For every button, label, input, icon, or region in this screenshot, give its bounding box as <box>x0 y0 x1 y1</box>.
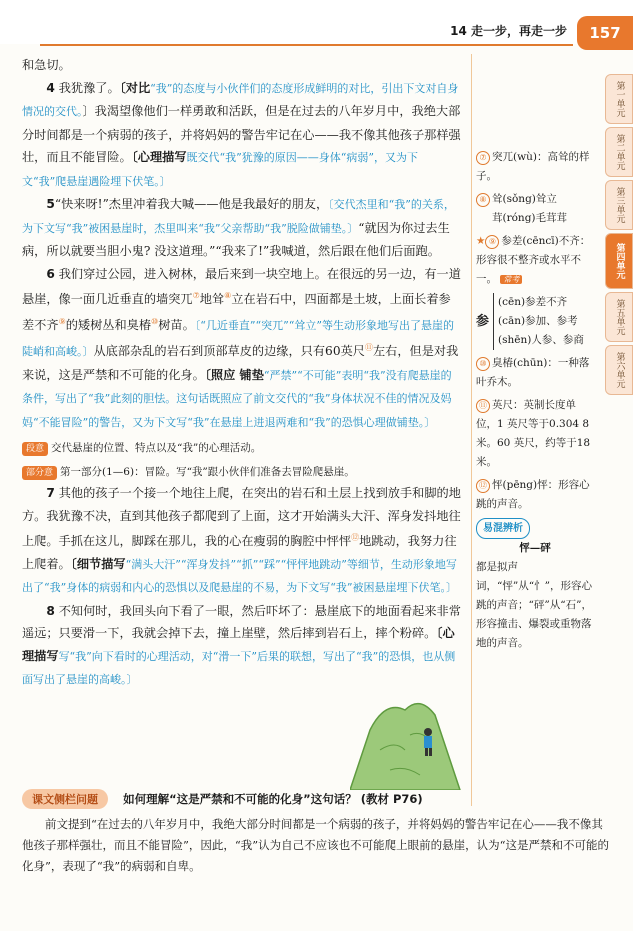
text: 地跳动，我努力往上爬着。 <box>22 534 457 571</box>
para-8 <box>22 600 462 692</box>
tab-unit-5[interactable]: 第五单元 <box>605 292 633 342</box>
para-5 <box>22 193 462 263</box>
summary-badge: 部分意 <box>22 466 57 480</box>
para-number: 6 <box>46 266 55 281</box>
polyphone-list <box>493 293 584 350</box>
exam-badge: 常考 <box>500 275 522 284</box>
note-text: 英尺：英制长度单位，1 英尺等于0.304 8 米。60 英尺，约等于18 米。 <box>476 399 591 468</box>
unit-tabs <box>605 74 633 398</box>
annotation-tag: 〔心理描写 <box>131 150 187 164</box>
page-header <box>0 0 633 44</box>
footnote-marker[interactable]: ⑦ <box>192 291 200 300</box>
para-number: 7 <box>46 486 55 501</box>
note-text: 参差(cēncī)不齐：形容很不整齐或水平不一。 <box>476 235 591 285</box>
annotation-tag: 〔对比 <box>119 80 151 95</box>
part-summary <box>22 462 462 482</box>
note-9 <box>476 232 594 289</box>
note-7 <box>476 148 594 186</box>
side-notes <box>476 148 594 657</box>
main-text <box>22 54 462 692</box>
sidebar-question-bar <box>22 788 622 812</box>
annotation-note: 写“我”向下看时的心理活动，对“滑一下”后果的联想，写出了“我”的恐惧，也从侧面写出了悬崖的高峻。〕 <box>22 649 456 687</box>
tab-unit-4[interactable]: 第四单元 <box>605 233 633 289</box>
note-text: 怦(pēng)怦：形容心跳的声音。 <box>476 479 590 510</box>
footnote-marker[interactable]: ⑧ <box>224 291 232 300</box>
text: 立在岩石中，四面都是土坡，上面长着参差不齐 <box>22 292 451 332</box>
annotation-tag: 〔心理描写 <box>22 626 455 663</box>
footnote-marker[interactable]: ⑫ <box>351 533 360 543</box>
text: “就因为你过去生病，所以就要当胆小鬼? 没这道理。”“我来了!”我喊道，然后跟在他们后面跑。 <box>22 220 450 258</box>
note-12 <box>476 476 594 514</box>
annotation-note: “满头大汗”“浑身发抖”“抓”“踩”“怦怦地跳动”等细节，生动形象地写出了“我”身体的病弱和内心的恐惧以及爬悬崖的不易，为下文写“我”被困悬崖埋下伏笔。〕 <box>22 557 457 595</box>
text: 不知何时，我回头向下看了一眼，然后吓坏了：悬崖底下的地面看起来非常遥远；只要滑一下，我就会掉下去，撞上崖壁，然后摔到岩石上，摔个粉碎。 <box>22 603 461 641</box>
footnote-marker[interactable]: ⑩ <box>151 316 159 326</box>
annotation-note: 〔交代杰里和“我”的关系，为下文写“我”被困悬崖时，杰里叫来“我”父亲帮助“我”脱险做铺垫。〕 <box>22 198 455 235</box>
note-text: 耸(sǒng)耸立 <box>492 193 557 205</box>
confusable-box <box>476 518 594 653</box>
note-10 <box>476 354 594 392</box>
confusable-text: 都是拟声词，“怦”从“忄”，形容心跳的声音；“砰”从“石”，形容撞击、爆裂或重物落地的声音。 <box>476 561 592 649</box>
para-4 <box>22 77 462 194</box>
cliff-illustration <box>350 690 470 790</box>
polyphone-reading: (shēn)人参、参商 <box>498 334 584 346</box>
chapter-title: 14 走一步，再走一步 <box>450 24 567 38</box>
note-text: 突兀(wù)：高耸的样子。 <box>476 151 590 182</box>
para-number: 4 <box>46 80 55 95</box>
para-6 <box>22 263 462 435</box>
summary-text: 交代悬崖的位置、特点以及“我”的心理活动。 <box>51 442 262 455</box>
para-number: 8 <box>46 603 55 618</box>
polyphone-char: 参 <box>476 314 490 329</box>
para-summary <box>22 438 462 458</box>
text: 的矮树丛和臭椿 <box>65 317 152 332</box>
text: 其他的孩子一个接一个地往上爬，在突出的岩石和土层上找到放手和脚的地方。我犹豫不决，直到其他孩子都爬到了上面，这才开始满头大汗、浑身发抖地往上爬。手抓在这儿，脚踩在那儿，我的心在瘦弱的胸腔中怦怦 <box>22 486 461 549</box>
footnote-marker[interactable]: ⑪ <box>364 343 373 353</box>
annotation-note: 〔“几近垂直”“突兀”“耸立”等生动形象地写出了悬崖的陡峭和高峻。〕 <box>22 318 455 359</box>
note-8 <box>476 190 594 228</box>
note-marker: ⑧ <box>476 193 490 207</box>
note-marker: ⑨ <box>485 235 499 249</box>
tab-unit-6[interactable]: 第六单元 <box>605 345 633 395</box>
polyphone-reading: (cēn)参差不齐 <box>498 296 568 308</box>
star-icon: ★ <box>476 235 486 247</box>
text: 左右，但是对我来说，这是严禁和不可能的化身。 <box>22 344 459 382</box>
question-text: 如何理解“这是严禁和不可能的化身”这句话？ (教材 P76) <box>123 792 423 806</box>
tab-unit-2[interactable]: 第二单元 <box>605 127 633 177</box>
text: 〕我渴望像他们一样勇敢和活跃，但是在过去的八年岁月中，我绝大部分时间都是一个病弱的孩子，并将妈妈的警告牢记在心——我不像其他孩子那样强壮，而且不能冒险。 <box>22 104 461 164</box>
column-divider <box>471 54 472 806</box>
summary-badge: 段意 <box>22 442 48 456</box>
note-text: 茸(róng)毛茸茸 <box>492 212 568 224</box>
text: 地耸 <box>199 292 225 307</box>
annotation-tag: 〔细节描写 <box>70 556 126 571</box>
footnote-marker[interactable]: ⑨ <box>58 316 66 326</box>
summary-text: 第一部分(1—6)：冒险。写“我”跟小伙伴们准备去冒险爬悬崖。 <box>60 466 355 479</box>
question-answer: 前文提到“在过去的八年岁月中，我绝大部分时间都是一个病弱的孩子，并将妈妈的警告牢记在心——我不像其他孩子那样强壮，而且不能冒险”，因此，“我”认为自己不应该也不可能爬上眼前的悬崖，认为“这是严禁和不可能的化身”，表现了“我”的病弱和自卑。 <box>22 817 610 873</box>
text: 从底部杂乱的岩石到顶部草皮的边缘，只有60英尺 <box>93 344 365 359</box>
text: 和急切。 <box>22 58 71 72</box>
question-label: 课文侧栏问题 <box>22 789 108 809</box>
note-marker: ⑪ <box>476 399 490 413</box>
polyphone-reading: (cān)参加、参考 <box>498 315 578 327</box>
annotation-tag: 〔照应 铺垫 <box>204 367 264 382</box>
para-0 <box>22 54 462 77</box>
text: 我犹豫了。 <box>58 80 120 95</box>
note-text: 臭椿(chūn)：一种落叶乔木。 <box>476 357 590 388</box>
note-marker: ⑩ <box>476 357 490 371</box>
tab-unit-3[interactable]: 第三单元 <box>605 180 633 230</box>
page-number: 157 <box>577 16 633 50</box>
annotation-note: “我”的态度与小伙伴们的态度形成鲜明的对比，引出下文对自身情况的交代。 <box>22 81 459 118</box>
annotation-note: “严禁”“不可能”表明“我”没有爬悬崖的条件，写出了“我”此刻的胆怯。这句话既照应了前文交代的“我”身体状况不佳的情况及妈妈“不能冒险”的警告，又为下文写“我”在悬崖上进退两难和“我”的恐惧心理做铺垫。〕 <box>22 368 452 429</box>
text: 我们穿过公园，进入树林，最后来到一块空地上。在很远的另一边，有一道悬崖，像一面几近垂直的墙突兀 <box>22 266 461 307</box>
confusable-label: 易混辨析 <box>476 518 530 539</box>
text: 树苗。 <box>158 317 195 332</box>
para-7 <box>22 482 462 600</box>
annotation-note: 既交代“我”犹豫的原因——身体“病弱”，又为下文“我”爬悬崖遇险埋下伏笔。〕 <box>22 151 419 188</box>
note-11 <box>476 396 594 472</box>
polyphone-can <box>476 293 594 350</box>
tab-unit-1[interactable]: 第一单元 <box>605 74 633 124</box>
confusable-title: 怦—砰 <box>519 542 551 554</box>
note-marker: ⑫ <box>476 479 490 493</box>
note-marker: ⑦ <box>476 151 490 165</box>
para-number: 5 <box>46 197 55 211</box>
text: “快来呀!”杰里冲着我大喊——他是我最好的朋友， <box>54 197 329 211</box>
header-rule <box>40 44 573 46</box>
